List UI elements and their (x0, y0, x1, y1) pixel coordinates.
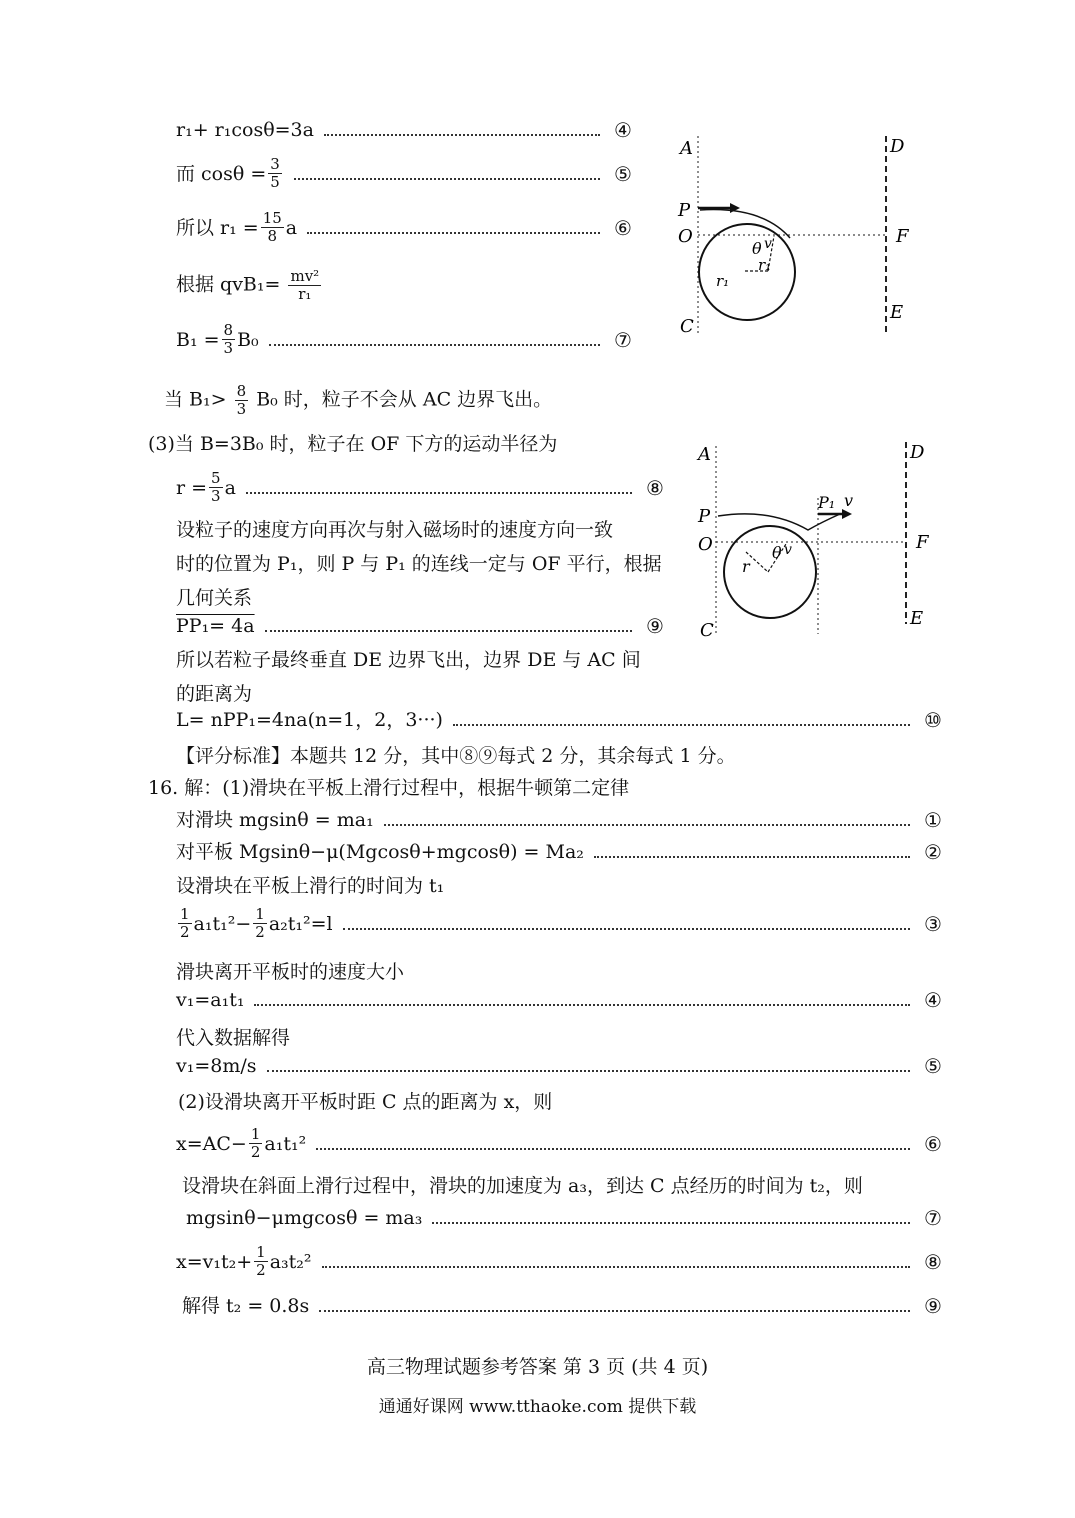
eq-6-lhs: 所以 r₁ = (176, 216, 259, 239)
magnetic-field-diagram-1 (672, 128, 922, 343)
label-theta: θ (772, 543, 782, 562)
label-v2: v (784, 542, 792, 558)
fraction: $\frac{1}{2}$ (250, 1125, 261, 1161)
fraction: $\frac{\text{mv²}}{\text{r₁}}$ (290, 267, 320, 303)
label-r: r (742, 557, 750, 576)
dot-leader (269, 334, 600, 346)
velocity-text: 滑块离开平板时的速度大小 (176, 961, 405, 983)
eq16-8: x=v₁t₂+ $\frac{1}{2}$ a₃t₂² ⑧ (176, 1244, 946, 1279)
label-D: D (910, 442, 925, 463)
t1-text: 设滑块在平板上滑行的时间为 t₁ (176, 875, 445, 897)
fraction: $\frac{8}{3}$ (236, 382, 247, 418)
eq-9-number: ⑨ (646, 614, 664, 638)
dot-leader (254, 994, 910, 1006)
substitute-text: 代入数据解得 (176, 1027, 291, 1049)
eq16-4: v₁=a₁t₁ ④ (176, 988, 946, 1012)
eq-7-lhs: B₁ = (176, 328, 220, 351)
part2-heading: (2)设滑块离开平板时距 C 点的距离为 x，则 (178, 1091, 553, 1113)
eq-7-number: ⑦ (614, 327, 632, 352)
dot-leader (324, 124, 600, 136)
eq16-4-number: ④ (924, 988, 942, 1012)
fraction: $\frac{1}{2}$ (180, 905, 190, 941)
label-F: F (916, 532, 929, 553)
dot-leader (432, 1212, 910, 1224)
eq-lorentz (176, 268, 323, 303)
label-r1-b: r₁ (716, 272, 730, 290)
fraction: $\frac{1}{2}$ (256, 1243, 266, 1279)
eq-7 (176, 322, 636, 357)
source-footer: 通通好课网 www.tthaoke.com 提供下载 (378, 1397, 697, 1417)
label-D: D (890, 136, 905, 157)
eq-10-number: ⑩ (924, 708, 942, 732)
eq-5-lhs: 而 cosθ = (176, 162, 267, 185)
label-E: E (890, 302, 904, 323)
label-v: v (844, 491, 854, 510)
label-r1-a: r₁ (758, 256, 772, 274)
dot-leader (343, 918, 910, 930)
dot-leader (246, 482, 632, 494)
fraction: $\frac{15}{8}$ (262, 209, 282, 245)
dot-leader (322, 1256, 910, 1268)
label-A: A (698, 444, 711, 465)
magnetic-field-diagram-2 (690, 438, 940, 643)
a3-text: 设滑块在斜面上滑行过程中，滑块的加速度为 a₃，到达 C 点经历的时间为 t₂，则 (182, 1175, 863, 1197)
dot-leader (294, 168, 600, 180)
eq-9: PP₁= 4a ⑨ (176, 614, 668, 638)
eq-4-number: ④ (614, 118, 632, 142)
part3-text-b: 时的位置为 P₁，则 P 与 P₁ 的连线一定与 OF 平行，根据 (176, 553, 662, 575)
eq-5-number: ⑤ (614, 161, 632, 186)
label-theta: θ (752, 239, 762, 258)
dot-leader (453, 714, 910, 726)
eq-6-rhs: a (285, 216, 298, 239)
eq-lorentz-lhs: 根据 qvB₁= (176, 273, 281, 296)
eq16-3-number: ③ (924, 911, 942, 936)
q16-heading: 16. 解：(1)滑块在平板上滑行过程中，根据牛顿第二定律 (148, 777, 630, 799)
label-P: P (678, 200, 691, 221)
eq16-7: mgsinθ−μmgcosθ = ma₃ ⑦ (186, 1206, 946, 1230)
label-C: C (680, 316, 694, 337)
eq-6 (176, 210, 636, 245)
eq-4-text: r₁+ r₁cosθ=3a (176, 119, 314, 141)
eq16-2: 对平板 Mgsinθ−μ(Mgcosθ+mgcosθ) = Ma₂ ② (176, 840, 946, 864)
scoring-standard: 【评分标准】本题共 12 分，其中⑧⑨每式 2 分，其余每式 1 分。 (176, 745, 736, 767)
dot-leader (319, 1300, 910, 1312)
part3-heading: (3)当 B=3B₀ 时，粒子在 OF 下方的运动半径为 (148, 433, 558, 455)
eq-8-number: ⑧ (646, 475, 664, 500)
label-E: E (910, 608, 924, 629)
label-v: v (764, 236, 772, 252)
eq-6-number: ⑥ (614, 215, 632, 240)
eq-5 (176, 156, 636, 191)
eq-4 (176, 118, 636, 142)
eq16-1-number: ① (924, 808, 942, 832)
eq16-2-number: ② (924, 840, 942, 864)
eq16-9: 解得 t₂ = 0.8s ⑨ (182, 1294, 946, 1318)
part3-text-c: 几何关系 (176, 587, 253, 609)
page-footer: 高三物理试题参考答案 第 3 页 (共 4 页) (366, 1356, 709, 1378)
eq16-1: 对滑块 mgsinθ = ma₁ ① (176, 808, 946, 832)
conclusion-b1: 当 B₁> $\frac{8}{3}$ B₀ 时，粒子不会从 AC 边界飞出。 (164, 382, 553, 418)
eq16-7-number: ⑦ (924, 1206, 942, 1230)
dot-leader (594, 846, 910, 858)
part3-text-a: 设粒子的速度方向再次与射入磁场时的速度方向一致 (176, 519, 614, 541)
eq-10: L= nPP₁=4na(n=1，2，3···) ⑩ (176, 708, 946, 732)
eq16-5-number: ⑤ (924, 1054, 942, 1078)
part3-text-d: 所以若粒子最终垂直 DE 边界飞出，边界 DE 与 AC 间 (176, 649, 641, 671)
dot-leader (267, 1060, 910, 1072)
dot-leader (265, 620, 632, 632)
fraction: $\frac{3}{5}$ (270, 155, 280, 191)
fraction: $\frac{5}{3}$ (211, 469, 221, 505)
eq-8: r = $\frac{5}{3}$ a ⑧ (176, 470, 668, 505)
label-C: C (700, 620, 714, 641)
label-O: O (698, 534, 713, 555)
fraction: $\frac{8}{3}$ (223, 321, 234, 357)
part3-text-e: 的距离为 (176, 683, 253, 705)
dot-leader (316, 1138, 910, 1150)
eq16-8-number: ⑧ (924, 1249, 942, 1274)
dot-leader (384, 814, 910, 826)
eq-7-rhs: B₀ (237, 328, 259, 351)
eq16-9-number: ⑨ (924, 1294, 942, 1318)
eq16-5: v₁=8m/s ⑤ (176, 1054, 946, 1078)
fraction: $\frac{1}{2}$ (255, 905, 265, 941)
eq16-6: x=AC− $\frac{1}{2}$ a₁t₁² ⑥ (176, 1126, 946, 1161)
label-F: F (896, 226, 909, 247)
label-O: O (678, 226, 693, 247)
dot-leader (307, 222, 600, 234)
eq16-6-number: ⑥ (924, 1131, 942, 1156)
label-A: A (680, 138, 693, 159)
label-P1: P₁ (818, 493, 836, 512)
label-P: P (698, 506, 711, 527)
eq16-3: $\frac{1}{2}$ a₁t₁²− $\frac{1}{2}$ a₂t₁²=l ③ (176, 906, 946, 941)
